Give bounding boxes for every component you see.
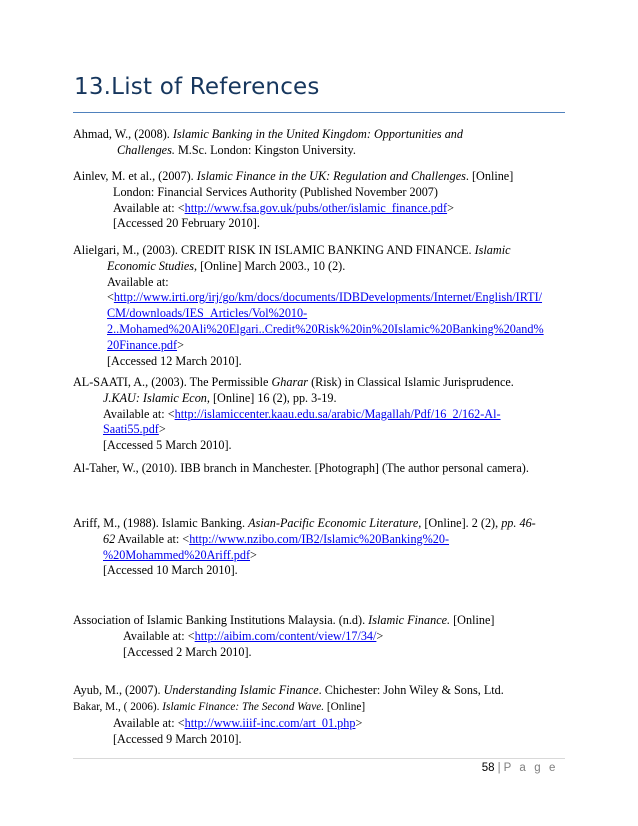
page-footer bbox=[482, 762, 558, 774]
reference-line bbox=[73, 259, 544, 275]
reference-title: Asian-Pacific Economic Literature, bbox=[248, 516, 422, 530]
reference-line bbox=[73, 306, 544, 322]
reference-title: Gharar bbox=[271, 375, 309, 389]
reference-line bbox=[73, 243, 544, 259]
reference-text: [Accessed 2 March 2010]. bbox=[123, 644, 252, 659]
reference-line bbox=[73, 201, 513, 217]
reference-text: Available at: < bbox=[113, 200, 185, 215]
reference-text: Ariff, M., (1988). Islamic Banking. bbox=[73, 516, 249, 530]
reference-entry bbox=[73, 461, 529, 477]
reference-line bbox=[73, 548, 536, 564]
reference-link[interactable]: 2..Mohamed%20Ali%20Elgari..Credit%20Risk%20in%20Islamic%20Banking%20and% bbox=[107, 321, 544, 336]
reference-text: [Accessed 12 March 2010]. bbox=[107, 353, 242, 368]
reference-text: Available at: bbox=[107, 274, 169, 289]
reference-link[interactable]: CM/downloads/IES_Articles/Vol%2010- bbox=[107, 306, 308, 321]
reference-title: Islamic Banking in the United Kingdom: Opportunities and bbox=[172, 127, 463, 141]
reference-line bbox=[73, 532, 536, 548]
reference-link[interactable]: http://islamiccenter.kaau.edu.sa/arabic/Magallah/Pdf/16_2/162-Al- bbox=[174, 406, 501, 421]
reference-link[interactable]: http://www.iiif-inc.com/art_01.php bbox=[184, 715, 356, 730]
reference-text: (Risk) in Classical Islamic Jurisprudence. bbox=[308, 375, 514, 389]
reference-entry bbox=[73, 683, 504, 699]
reference-title: Islamic Finance. bbox=[368, 613, 451, 627]
reference-entry bbox=[73, 169, 513, 232]
reference-link[interactable]: http://www.irti.org/irj/go/km/docs/documents/IDBDevelopments/Internet/English/IRTI/ bbox=[113, 290, 543, 305]
reference-entry bbox=[73, 375, 514, 454]
reference-text: > bbox=[355, 715, 363, 730]
reference-text: Bakar, M., ( 2006). bbox=[73, 701, 163, 713]
page-label: P a g e bbox=[503, 762, 558, 774]
reference-title: J.KAU: Islamic Econ, bbox=[103, 390, 210, 405]
reference-text: Ainlev, M. et al., (2007). bbox=[73, 169, 197, 183]
reference-text: Available at: < bbox=[113, 715, 185, 730]
section-heading: 13.List of References bbox=[74, 74, 320, 100]
reference-line bbox=[73, 354, 544, 370]
page-number: 58 bbox=[481, 762, 495, 774]
reference-line bbox=[73, 438, 514, 454]
heading-rule bbox=[73, 112, 565, 113]
reference-line bbox=[73, 516, 536, 532]
reference-link[interactable]: http://www.nzibo.com/IB2/Islamic%20Banking%20- bbox=[189, 531, 450, 546]
reference-text: Ayub, M., (2007). bbox=[73, 683, 164, 697]
reference-text: AL-SAATI, A., (2003). The Permissible bbox=[73, 375, 272, 389]
reference-text: [Online] bbox=[450, 613, 495, 627]
reference-text: . Chichester: John Wiley & Sons, Ltd. bbox=[318, 683, 504, 697]
reference-title: Understanding Islamic Finance bbox=[163, 683, 319, 697]
footer-rule bbox=[73, 758, 565, 759]
reference-text: [Online] 16 (2), pp. 3-19. bbox=[209, 390, 337, 405]
reference-entry bbox=[73, 699, 365, 747]
reference-link[interactable]: %20Mohammed%20Ariff.pdf bbox=[103, 547, 251, 562]
reference-title: Economic Studies, bbox=[107, 258, 198, 273]
reference-text: Ahmad, W., (2008). bbox=[73, 127, 173, 141]
reference-entry bbox=[73, 613, 494, 660]
reference-line bbox=[73, 732, 365, 748]
reference-line bbox=[73, 391, 514, 407]
reference-text: Available at: < bbox=[123, 628, 195, 643]
reference-line bbox=[73, 185, 513, 201]
reference-line bbox=[73, 645, 494, 661]
reference-text: [Online]. 2 (2), bbox=[421, 516, 502, 530]
reference-text: [Online] March 2003., 10 (2). bbox=[197, 258, 346, 273]
reference-title: Islamic Finance in the UK: Regulation and Challenges bbox=[196, 169, 466, 183]
reference-line bbox=[73, 407, 514, 423]
reference-line bbox=[73, 716, 365, 732]
reference-text: M.Sc. London: Kingston University. bbox=[174, 142, 356, 157]
reference-link[interactable]: 20Finance.pdf bbox=[107, 337, 178, 352]
reference-text: > bbox=[177, 337, 184, 352]
reference-line bbox=[73, 127, 463, 143]
reference-text: Available at: < bbox=[103, 406, 175, 421]
reference-text: [Accessed 20 February 2010]. bbox=[113, 216, 260, 231]
reference-line bbox=[73, 613, 494, 629]
reference-text: London: Financial Services Authority (Published November 2007) bbox=[113, 184, 438, 199]
reference-entry bbox=[73, 243, 544, 369]
reference-text: [Accessed 9 March 2010]. bbox=[113, 731, 242, 746]
reference-text: Available at: < bbox=[115, 531, 190, 546]
reference-text: [Accessed 5 March 2010]. bbox=[103, 438, 232, 453]
reference-text: Alielgari, M., (2003). CREDIT RISK IN ISLAMIC BANKING AND FINANCE. bbox=[73, 243, 475, 257]
reference-line bbox=[73, 216, 513, 232]
reference-text: [Accessed 10 March 2010]. bbox=[103, 563, 238, 578]
reference-line bbox=[73, 629, 494, 645]
reference-line bbox=[73, 169, 513, 185]
reference-text: . [Online] bbox=[465, 169, 514, 183]
reference-line bbox=[73, 322, 544, 338]
reference-line bbox=[73, 683, 504, 699]
reference-link[interactable]: http://aibim.com/content/view/17/34/ bbox=[194, 628, 377, 643]
reference-line bbox=[73, 375, 514, 391]
reference-text: > bbox=[376, 628, 384, 643]
reference-line bbox=[73, 143, 463, 159]
reference-text: < bbox=[107, 290, 114, 305]
reference-title: pp. 46- bbox=[501, 516, 536, 530]
reference-line bbox=[73, 290, 544, 306]
reference-line bbox=[73, 563, 536, 579]
reference-line bbox=[73, 338, 544, 354]
reference-link[interactable]: http://www.fsa.gov.uk/pubs/other/islamic_finance.pdf bbox=[184, 200, 448, 215]
reference-text: Al-Taher, W., (2010). IBB branch in Manchester. [Photograph] (The author personal camera). bbox=[73, 461, 529, 475]
reference-entry bbox=[73, 127, 463, 159]
reference-text: [Online] bbox=[324, 701, 366, 713]
reference-line bbox=[73, 422, 514, 438]
reference-line bbox=[73, 275, 544, 291]
reference-text: Association of Islamic Banking Institutions Malaysia. (n.d). bbox=[73, 613, 369, 627]
reference-title: 62 bbox=[103, 531, 116, 546]
reference-text: > bbox=[447, 200, 454, 215]
reference-text: > bbox=[158, 422, 166, 437]
reference-title: Challenges. bbox=[117, 142, 175, 157]
reference-title: Islamic Finance: The Second Wave. bbox=[162, 701, 325, 713]
reference-link[interactable]: Saati55.pdf bbox=[103, 422, 159, 437]
reference-line bbox=[73, 461, 529, 477]
reference-line bbox=[73, 699, 365, 716]
footer-separator: | bbox=[497, 762, 501, 774]
reference-entry bbox=[73, 516, 536, 579]
reference-text: > bbox=[250, 547, 257, 562]
reference-title: Islamic bbox=[474, 243, 511, 257]
